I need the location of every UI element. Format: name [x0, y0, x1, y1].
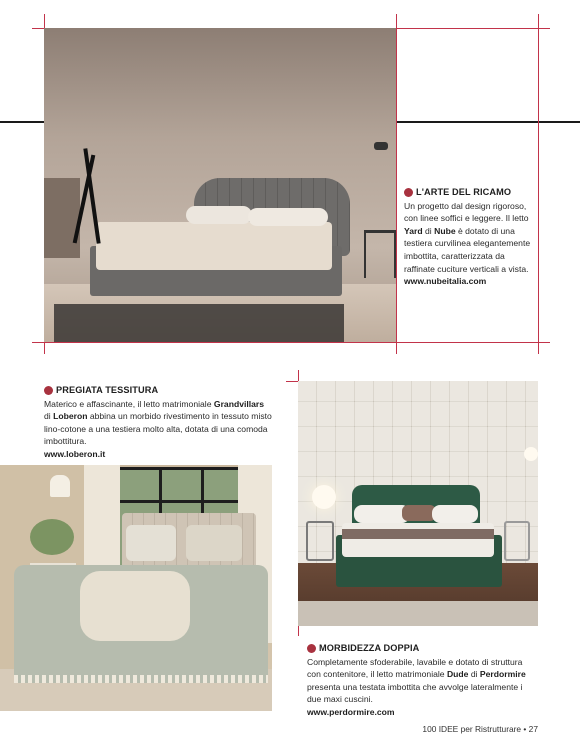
crop-mark [32, 342, 408, 343]
website-link[interactable]: www.perdormire.com [307, 706, 395, 717]
crop-mark [396, 342, 550, 343]
bullet-dot-icon [404, 188, 413, 197]
plant [30, 519, 74, 555]
bullet-dot-icon [44, 386, 53, 395]
crop-mark [396, 14, 397, 354]
article-pregiata-tessitura: PREGIATA TESSITURA Materico e affascinante, il letto matrimoniale Grandvillars di Loberon abbina un morbido rivestimento in tessuto misto lino-cotone a una testiera molto alta, dotata di una comoda imbottitura. www.loberon.it [44, 384, 276, 461]
page-folio: 100 IDEE per Ristrutturare • 27 [422, 724, 538, 734]
bullet-dot-icon [307, 644, 316, 653]
left-rule [0, 121, 44, 123]
right-rule [396, 121, 580, 123]
article-title: PREGIATA TESSITURA [44, 384, 276, 397]
side-table [306, 521, 334, 561]
crop-mark [538, 14, 539, 354]
article-title: L'ARTE DEL RICAMO [404, 186, 544, 199]
article-title: MORBIDEZZA DOPPIA [307, 642, 539, 655]
side-table [364, 230, 396, 278]
photo-green-bed [298, 381, 538, 626]
website-link[interactable]: www.loberon.it [44, 448, 106, 459]
website-link[interactable]: www.nubeitalia.com [404, 276, 487, 287]
crop-mark [396, 28, 550, 29]
article-morbidezza-doppia: MORBIDEZZA DOPPIA Completamente sfoderabile, lavabile e dotato di struttura con contenitore, il letto matrimoniale Dude di Perdormire presenta una testata imbottita che avvolge lateralmente i due maxi cuscini. www.perdormire.com [307, 642, 539, 719]
article-arte-del-ricamo: L'ARTE DEL RICAMO Un progetto dal design rigoroso, con linee soffici e leggere. Il letto Yard di Nube è dotato di una testiera curvilinea elegantemente imbottita, caratterizzata da raffinate cuciture verticali a vista. www.nubeitalia.com [404, 186, 544, 288]
photo-beige-bed [0, 465, 272, 711]
photo-grey-bed [44, 28, 396, 342]
globe-lamp [312, 485, 336, 509]
pendant-lamp [50, 475, 70, 497]
